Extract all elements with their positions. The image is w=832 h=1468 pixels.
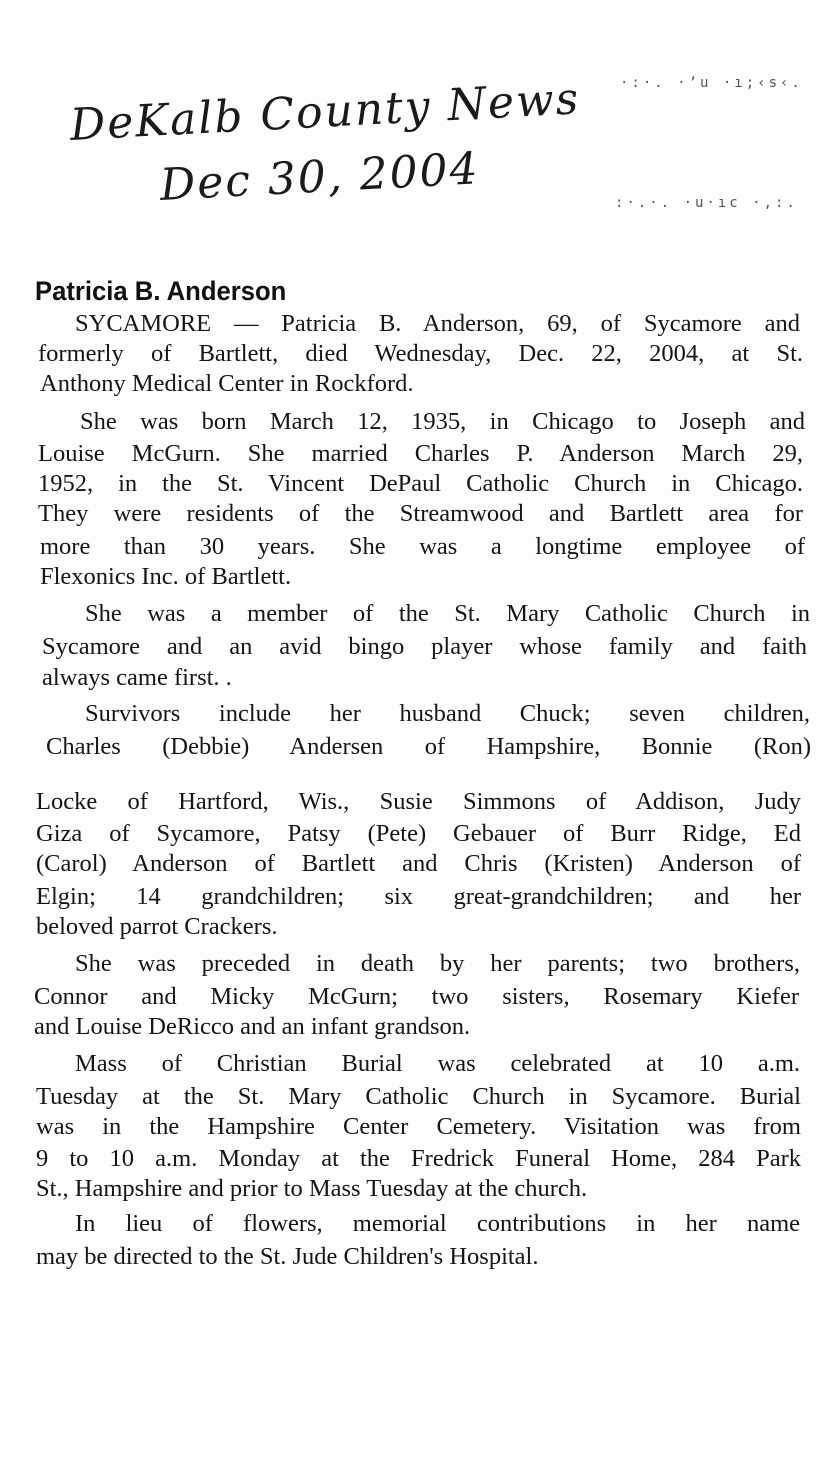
text-line: 1952, in the St. Vincent DePaul Catholic Church in Chicago.	[38, 470, 803, 497]
text-line: beloved parrot Crackers.	[36, 913, 278, 940]
text-line: Mass of Christian Burial was celebrated at 10 a.m.	[75, 1050, 800, 1077]
text-line: Elgin; 14 grandchildren; six great-grandchildren; and her	[36, 883, 801, 910]
text-line: St., Hampshire and prior to Mass Tuesday at the church.	[36, 1175, 588, 1202]
text-line: always came first. .	[42, 664, 232, 691]
text-line: Tuesday at the St. Mary Catholic Church in Sycamore. Burial	[36, 1083, 801, 1110]
text-line: They were residents of the Streamwood and Bartlett area for	[38, 500, 803, 527]
text-line: In lieu of flowers, memorial contributions in her name	[75, 1210, 800, 1237]
text-line: Connor and Micky McGurn; two sisters, Rosemary Kiefer	[34, 983, 799, 1010]
text-line: Sycamore and an avid bingo player whose family and faith	[42, 633, 807, 660]
text-line: Charles (Debbie) Andersen of Hampshire, Bonnie (Ron)	[46, 733, 811, 760]
text-line: She was born March 12, 1935, in Chicago to Joseph and	[80, 408, 805, 435]
text-line: She was a member of the St. Mary Catholic Church in	[85, 600, 810, 627]
scan-noise: :·.·. ·u·ıc ·,:.	[615, 195, 798, 211]
handwritten-source: DeKalb County News	[68, 73, 582, 151]
text-line: Anthony Medical Center in Rockford.	[40, 370, 414, 397]
text-line: was in the Hampshire Center Cemetery. Visitation was from	[36, 1113, 801, 1140]
headline: Patricia B. Anderson	[35, 276, 287, 306]
text-line: 9 to 10 a.m. Monday at the Fredrick Funeral Home, 284 Park	[36, 1145, 801, 1172]
handwritten-date: Dec 30, 2004	[158, 143, 481, 211]
text-line: (Carol) Anderson of Bartlett and Chris (Kristen) Anderson of	[36, 850, 801, 877]
text-line: She was preceded in death by her parents; two brothers,	[75, 950, 800, 977]
text-line: Survivors include her husband Chuck; seven children,	[85, 700, 810, 727]
text-line: Louise McGurn. She married Charles P. Anderson March 29,	[38, 440, 803, 467]
text-line: and Louise DeRicco and an infant grandson.	[34, 1013, 471, 1040]
text-line: Flexonics Inc. of Bartlett.	[40, 563, 292, 590]
text-line: formerly of Bartlett, died Wednesday, Dec. 22, 2004, at St.	[38, 340, 803, 367]
text-line: SYCAMORE — Patricia B. Anderson, 69, of Sycamore and	[75, 310, 800, 337]
text-line: more than 30 years. She was a longtime employee of	[40, 533, 805, 560]
text-line: Locke of Hartford, Wis., Susie Simmons of Addison, Judy	[36, 788, 801, 815]
text-line: may be directed to the St. Jude Children's Hospital.	[36, 1243, 539, 1270]
scan-noise: ·:·. ·ʼu ·ı;‹s‹.	[620, 75, 803, 91]
text-line: Giza of Sycamore, Patsy (Pete) Gebauer of Burr Ridge, Ed	[36, 820, 801, 847]
